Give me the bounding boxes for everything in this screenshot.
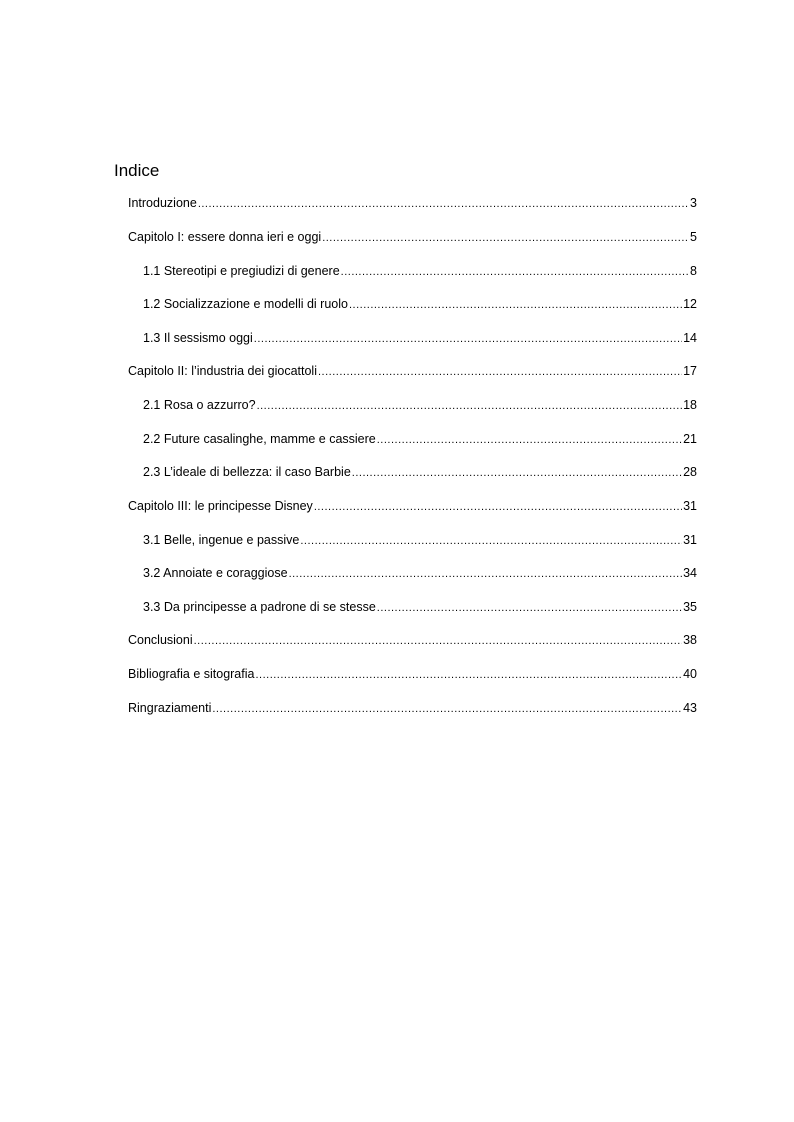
toc-entry-3-2[interactable] <box>143 562 697 584</box>
toc-entry-page-number: 28 <box>683 465 697 479</box>
toc-entry-title: Conclusioni <box>128 633 193 647</box>
toc-dot-leader <box>314 496 682 518</box>
toc-entry-title: Capitolo II: l’industria dei giocattoli <box>128 364 317 378</box>
toc-entry-title: 3.3 Da principesse a padrone di se stesse <box>143 600 376 614</box>
toc-dot-leader <box>352 462 682 484</box>
toc-entry-capitolo-3[interactable] <box>128 495 697 517</box>
toc-dot-leader <box>377 429 682 451</box>
toc-entry-title: Bibliografia e sitografia <box>128 667 255 681</box>
toc-entry-3-3[interactable] <box>143 596 697 618</box>
toc-dot-leader <box>349 294 682 316</box>
toc-entry-1-3[interactable] <box>143 327 697 349</box>
toc-entry-2-2[interactable] <box>143 428 697 450</box>
toc-dot-leader <box>318 361 682 383</box>
toc-dot-leader <box>322 227 689 249</box>
toc-entry-page-number: 38 <box>683 633 697 647</box>
toc-entry-page-number: 18 <box>683 398 697 412</box>
toc-entry-title: 3.1 Belle, ingenue e passive <box>143 533 300 547</box>
toc-entry-title: 1.3 Il sessismo oggi <box>143 331 253 345</box>
toc-entry-title: 3.2 Annoiate e coraggiose <box>143 566 288 580</box>
toc-entry-page-number: 8 <box>690 264 697 278</box>
toc-entry-capitolo-1[interactable] <box>128 226 697 248</box>
toc-entry-ringraziamenti[interactable] <box>128 697 697 719</box>
toc-dot-leader <box>377 597 682 619</box>
toc-dot-leader <box>257 395 683 417</box>
toc-entry-title: Capitolo III: le principesse Disney <box>128 499 313 513</box>
toc-entry-title: 1.2 Socializzazione e modelli di ruolo <box>143 297 348 311</box>
toc-dot-leader <box>212 698 682 720</box>
toc-entry-page-number: 14 <box>683 331 697 345</box>
toc-entry-page-number: 43 <box>683 701 697 715</box>
toc-entry-page-number: 3 <box>690 196 697 210</box>
toc-dot-leader <box>194 630 682 652</box>
toc-entry-conclusioni[interactable] <box>128 629 697 651</box>
toc-entry-2-1[interactable] <box>143 394 697 416</box>
toc-entry-title: 2.2 Future casalinghe, mamme e cassiere <box>143 432 376 446</box>
toc-entry-page-number: 31 <box>683 533 697 547</box>
toc-entry-2-3[interactable] <box>143 461 697 483</box>
toc-entry-page-number: 5 <box>690 230 697 244</box>
toc-entry-title: 2.1 Rosa o azzurro? <box>143 398 256 412</box>
toc-entry-title: Introduzione <box>128 196 197 210</box>
toc-entry-page-number: 17 <box>683 364 697 378</box>
toc-entry-title: 1.1 Stereotipi e pregiudizi di genere <box>143 264 340 278</box>
toc-entry-page-number: 34 <box>683 566 697 580</box>
toc-entry-title: Capitolo I: essere donna ieri e oggi <box>128 230 322 244</box>
toc-entry-1-2[interactable] <box>143 293 697 315</box>
toc-dot-leader <box>300 530 682 552</box>
toc-dot-leader <box>254 328 682 350</box>
toc-entry-page-number: 31 <box>683 499 697 513</box>
toc-entry-page-number: 21 <box>683 432 697 446</box>
toc-dot-leader <box>289 563 683 585</box>
toc-heading: Indice <box>114 161 160 180</box>
toc-dot-leader <box>255 664 682 686</box>
toc-entry-capitolo-2[interactable] <box>128 360 697 382</box>
toc-entry-3-1[interactable] <box>143 529 697 551</box>
toc-entry-title: Ringraziamenti <box>128 701 212 715</box>
toc-entry-page-number: 12 <box>683 297 697 311</box>
toc-dot-leader <box>341 261 689 283</box>
toc-entry-introduzione[interactable] <box>128 192 697 214</box>
toc-entry-bibliografia[interactable] <box>128 663 697 685</box>
toc-entry-1-1[interactable] <box>143 260 697 282</box>
toc-entry-page-number: 35 <box>683 600 697 614</box>
toc-entry-title: 2.3 L’ideale di bellezza: il caso Barbie <box>143 465 351 479</box>
toc-dot-leader <box>198 193 689 215</box>
toc-entry-page-number: 40 <box>683 667 697 681</box>
